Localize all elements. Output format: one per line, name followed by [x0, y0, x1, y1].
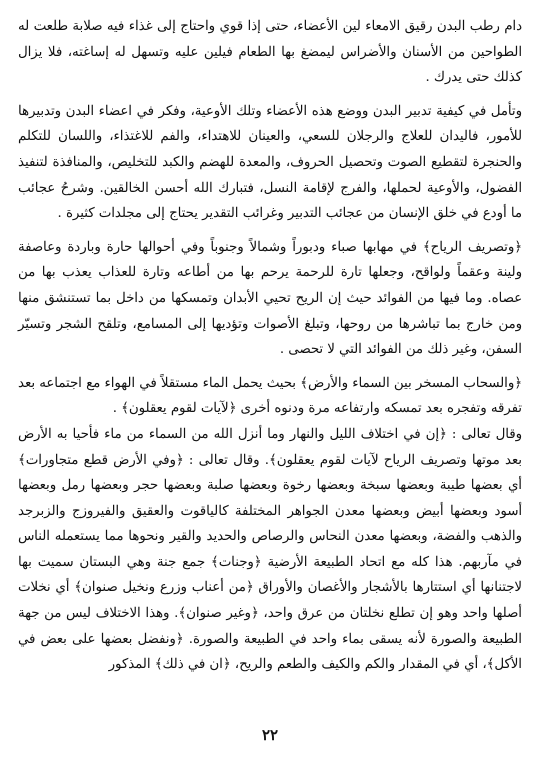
paragraph: وقال تعالى : ﴿إن في اختلاف الليل والنهار وما أنزل الله من السماء من ماء فأحيا به الأرض بعد موتها وتصريف الرياح لآيات لقوم يعقلون﴾. وقال تعالى : ﴿وفي الأرض قطع متجاورات﴾ أي بعضها طيبة وبعضها سبخة وبعضها رخوة وبعضها صلبة وبعضها حجر وبعضها رمل وبعضها أسود وبعضها أبيض وبعضها معدن الجواهر المختلفة كالياقوت والعقيق والفيروزج والزبرجد والذهب والفضة، وبعضها معدن النحاس والرصاص والحديد والقير ونحوها مما يستعمله الناس في مآربهم. هذا كله مع اتحاد الطبيعة الأرضية ﴿وجنات﴾ جمع جنة وهي البستان سميت بها لاجتنانها أي استتارها بالأشجار والأغصان والأوراق ﴿من أعناب وزرع ونخيل صنوان﴾ أي نخلات أصلها واحد وهو إن تطلع نخلتان من عرق واحد، ﴿وغير صنوان﴾. وهذا الاختلاف ليس من جهة الطبيعة والصورة لأنه يسقى بماء واحد في الطبيعة والصورة. ﴿ونفضل بعضها على بعض في الأكل﴾، أي في المقدار والكم والكيف والطعم والريح، ﴿ان في ذلك﴾ المذكور	[18, 426, 522, 673]
paragraph: دام رطب البدن رقيق الامعاء لين الأعضاء، حتى إذا قوي واحتاج إلى غذاء فيه صلابة طلعت له الطواحين من الأسنان والأضراس ليمضغ بها الطعام فيلين عليه وتسهل له إساغته، فلا يزال كذلك حتى يدرك .	[18, 19, 522, 86]
paragraph: وتأمل في كيفية تدبير البدن ووضع هذه الأعضاء وتلك الأوعية، وفكر في اعضاء البدن وتدبيرها للأمور، فاليدان للعلاج والرجلان للسعي، والعينان للاهتداء، والفم للاغتذاء، واللسان للتكلم والحنجرة لتقطيع الصوت وتحصيل الحروف، والمعدة للهضم والكبد للتخليص، والمنافذة لتنفيذ الفضول، والأوعية لحملها، والفرج لإقامة النسل، فتبارك الله أحسن الخالقين. وشرحُ عجائب ما أودع في خلق الإنسان من عجائب التدبير وغرائب التقدير يحتاج إلى مجلدات كثيرة .	[18, 103, 522, 222]
paragraph: ﴿وتصريف الرياح﴾ في مهابها صباء ودبوراً وشمالاً وجنوباً وفي أحوالها حارة وباردة وعاصفة ولينة وعقماً ولواقح، وجعلها تارة للرحمة يرحم بها من أطاعه وتارة للعذاب يعذب بها من عصاه. وما فيها من الفوائد حيث إن الريح تحيي الأبدان وتمسكها من داخل بما تستنشق منها ومن خارج بما تباشرها من روحها، وتبلغ الأصوات وتؤديها إلى المسامع، وتلقح الشجر وتسيّر السفن، وغير ذلك من الفوائد التي لا تحصى .	[18, 239, 522, 358]
paragraph: ﴿والسحاب المسخر بين السماء والأرض﴾ بحيث يحمل الماء مستقلاً في الهواء مع اجتماعه بعد تفرقه وتفجره بعد تمسكه وارتفاعه مرة ودنوه أخرى ﴿لآيات لقوم يعقلون﴾ .	[18, 375, 522, 417]
page-body	[18, 14, 522, 678]
page-number: ٢٢	[261, 726, 279, 744]
